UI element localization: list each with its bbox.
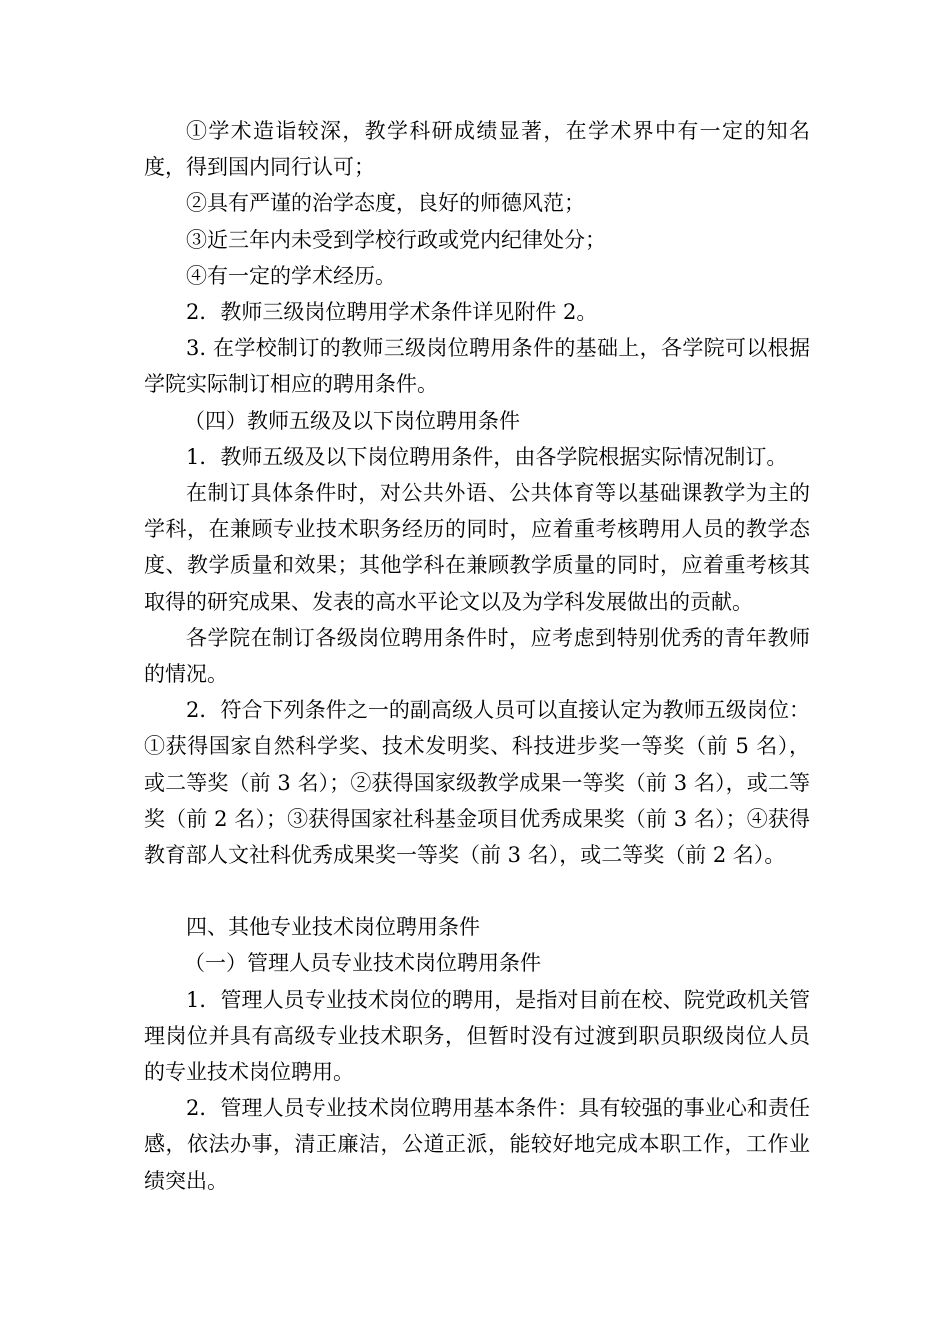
paragraph-management-definition: 1．管理人员专业技术岗位的聘用，是指对目前在校、院党政机关管理岗位并具有高级专业技术职务，但暂时没有过渡到职员职级岗位人员的专业技术岗位聘用。 — [144, 987, 810, 1085]
paragraph-young-teachers: 各学院在制订各级岗位聘用条件时，应考虑到特别优秀的青年教师的情况。 — [144, 625, 810, 687]
paragraph-level5-specifics: 在制订具体条件时，对公共外语、公共体育等以基础课教学为主的学科，在兼顾专业技术职务经历的同时，应着重考核聘用人员的教学态度、教学质量和效果；其他学科在兼顾教学质量的同时，应着重考核其取得的研究成果、发表的高水平论文以及为学科发展做出的贡献。 — [144, 481, 810, 614]
paragraph-condition-1: ①学术造诣较深，教学科研成绩显著，在学术界中有一定的知名度，得到国内同行认可； — [144, 119, 810, 180]
paragraph-level3-attachment: 2．教师三级岗位聘用学术条件详见附件 2。 — [186, 300, 598, 325]
section-gap — [144, 873, 810, 909]
section-heading-management: （一）管理人员专业技术岗位聘用条件 — [184, 951, 541, 976]
paragraph-level5-rule: 1．教师五级及以下岗位聘用条件，由各学院根据实际情况制订。 — [186, 444, 788, 469]
section-heading-level5: （四）教师五级及以下岗位聘用条件 — [184, 408, 520, 433]
paragraph-condition-2: ②具有严谨的治学态度，良好的师德风范； — [186, 191, 585, 216]
paragraph-direct-recognition: 2．符合下列条件之一的副高级人员可以直接认定为教师五级岗位：①获得国家自然科学奖、技术发明奖、科技进步奖一等奖（前 5 名），或二等奖（前 3 名）；②获得国家级教学成果一等奖（前 3 名），或二等奖（前 2 名）；③获得国家社科基金项目优秀成果奖（前 3 名）；④获得教育部人文社科优秀成果奖一等奖（前 3 名），或二等奖（前 2 名）。 — [144, 698, 810, 868]
paragraph-condition-4: ④有一定的学术经历。 — [186, 263, 396, 288]
paragraph-level3-college: 3. 在学校制订的教师三级岗位聘用条件的基础上，各学院可以根据学院实际制订相应的聘用条件。 — [144, 336, 810, 397]
section-heading-other-posts: 四、其他专业技术岗位聘用条件 — [186, 915, 480, 940]
paragraph-condition-3: ③近三年内未受到学校行政或党内纪律处分； — [186, 227, 606, 252]
document-page — [144, 113, 810, 1199]
paragraph-management-conditions: 2．管理人员专业技术岗位聘用基本条件：具有较强的事业心和责任感，依法办事，清正廉洁，公道正派，能较好地完成本职工作，工作业绩突出。 — [144, 1096, 810, 1193]
